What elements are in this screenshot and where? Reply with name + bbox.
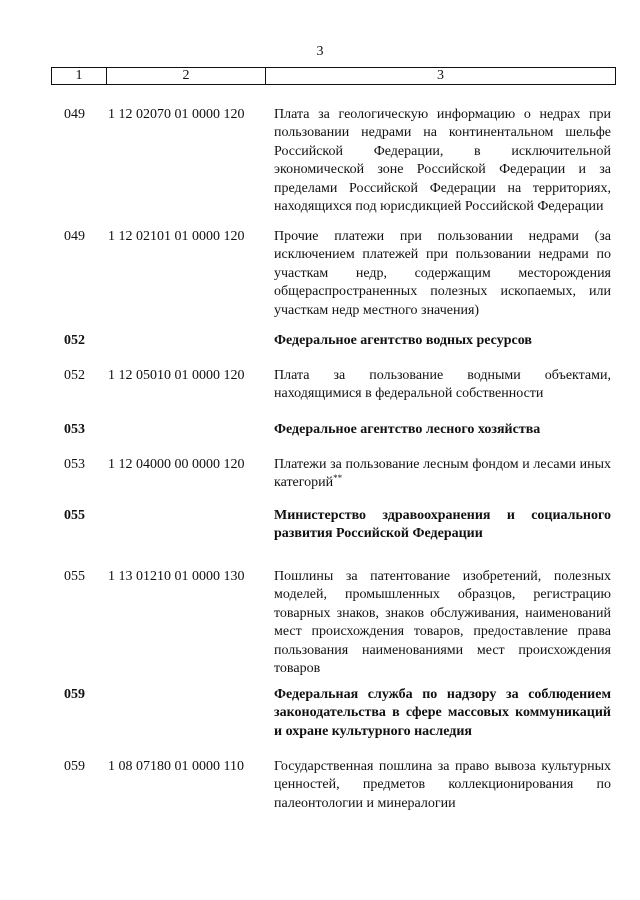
admin-code: 059	[64, 687, 85, 702]
admin-code: 059	[64, 759, 85, 774]
page-number: 3	[316, 44, 324, 59]
header-col-3: 3	[437, 68, 444, 83]
revenue-description: Плата за пользование водными объектами, находящимися в федеральной собственности	[274, 368, 611, 402]
table-header	[51, 67, 616, 85]
revenue-description	[274, 456, 611, 493]
budget-code: 1 12 02070 01 0000 120	[108, 107, 245, 122]
agency-heading: Федеральная служба по надзору за соблюдением законодательства в сфере массовых коммуникаций и охране культурного наследия	[274, 687, 611, 739]
admin-code: 053	[64, 422, 85, 437]
budget-code: 1 12 05010 01 0000 120	[108, 368, 245, 383]
agency-heading: Федеральное агентство водных ресурсов	[274, 333, 532, 348]
admin-code: 052	[64, 368, 85, 383]
admin-code: 055	[64, 569, 85, 584]
revenue-description: Прочие платежи при пользовании недрами (за исключением платежей при пользовании недрами по участкам недр, содержащим месторождения общераспространенных полезных ископаемых, или участкам недр местного значения)	[274, 229, 611, 318]
budget-code: 1 13 01210 01 0000 130	[108, 569, 245, 584]
revenue-description: Плата за геологическую информацию о недрах при пользовании недрами на континентальном шельфе Российской Федерации, в исключительной экономической зоне Российской Федерации и за пределами Российской Федерации на территориях, находящихся под юрисдикцией Российской Федерации	[274, 107, 611, 215]
admin-code: 049	[64, 229, 85, 244]
admin-code: 055	[64, 508, 85, 523]
budget-code: 1 12 02101 01 0000 120	[108, 229, 245, 244]
agency-heading: Министерство здравоохранения и социального развития Российской Федерации	[274, 508, 611, 542]
revenue-description-text: Платежи за пользование лесным фондом и лесами иных категорий	[274, 457, 611, 491]
header-col-1: 1	[52, 68, 107, 84]
budget-code: 1 12 04000 00 0000 120	[108, 457, 245, 472]
header-col-2: 2	[107, 68, 266, 84]
agency-heading: Федеральное агентство лесного хозяйства	[274, 422, 541, 437]
revenue-description: Государственная пошлина за право вывоза культурных ценностей, предметов коллекционирования по палеонтологии и минералогии	[274, 759, 611, 811]
budget-code: 1 08 07180 01 0000 110	[108, 759, 244, 774]
footnote-mark: **	[333, 473, 343, 484]
revenue-description: Пошлины за патентование изобретений, полезных моделей, промышленных образцов, регистрацию товарных знаков, знаков обслуживания, наименований мест происхождения товаров, предоставление права пользования наименованиями мест происхождения товаров	[274, 569, 611, 677]
admin-code: 053	[64, 457, 85, 472]
admin-code: 049	[64, 107, 85, 122]
admin-code: 052	[64, 333, 85, 348]
